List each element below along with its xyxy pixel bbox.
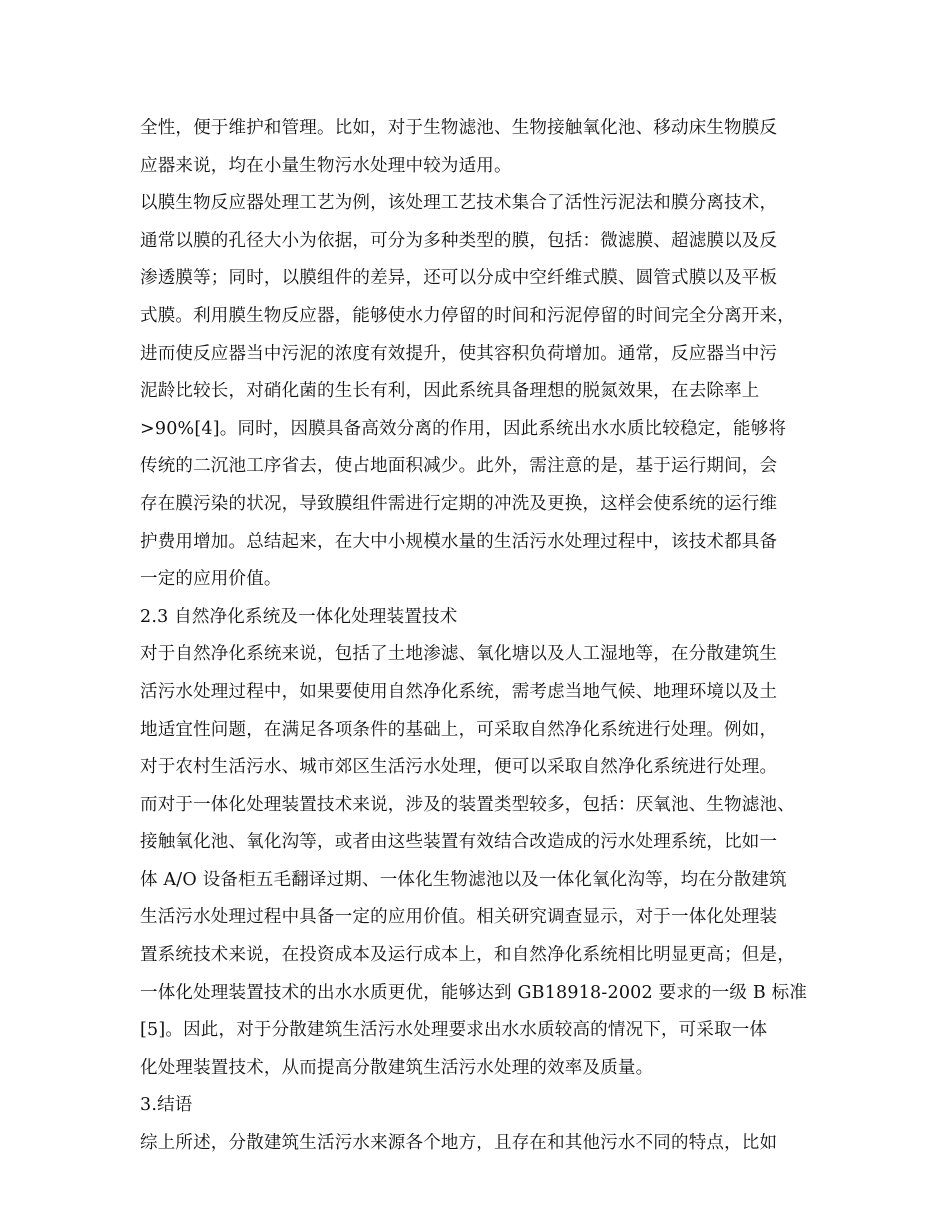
text-line: 一体化处理装置技术的出水水质更优，能够达到 GB18918-2002 要求的一级 B 标准 bbox=[140, 982, 808, 1003]
text-line: 式膜。利用膜生物反应器，能够使水力停留的时间和污泥停留的时间完全分离开来， bbox=[140, 305, 795, 326]
text-line: 进而使反应器当中污泥的浓度有效提升，使其容积负荷增加。通常，反应器当中污 bbox=[140, 343, 778, 364]
text-line: 一定的应用价值。 bbox=[140, 569, 282, 590]
paragraph-start-line: 而对于一体化处理装置技术来说，涉及的装置类型较多，包括：厌氧池、生物滤池、 bbox=[140, 794, 795, 815]
text-line: [5]。因此，对于分散建筑生活污水处理要求出水水质较高的情况下，可采取一体 bbox=[140, 1020, 768, 1041]
section-heading: 3.结语 bbox=[140, 1095, 193, 1116]
text-line: 护费用增加。总结起来，在大中小规模水量的生活污水处理过程中，该技术都具备 bbox=[140, 531, 778, 552]
paragraph-start-line: 对于自然净化系统来说，包括了土地渗滤、氧化塘以及人工湿地等，在分散建筑生 bbox=[140, 644, 778, 665]
text-line: 对于农村生活污水、城市郊区生活污水处理，便可以采取自然净化系统进行处理。 bbox=[140, 757, 778, 778]
text-line: 接触氧化池、氧化沟等，或者由这些装置有效结合改造成的污水处理系统，比如一 bbox=[140, 832, 778, 853]
text-line: 全性，便于维护和管理。比如，对于生物滤池、生物接触氧化池、移动床生物膜反 bbox=[140, 118, 778, 138]
text-line: 存在膜污染的状况，导致膜组件需进行定期的冲洗及更换，这样会使系统的运行维 bbox=[140, 493, 778, 514]
text-line: 置系统技术来说，在投资成本及运行成本上，和自然净化系统相比明显更高；但是， bbox=[140, 945, 795, 966]
paragraph-start-line: 综上所述，分散建筑生活污水来源各个地方，且存在和其他污水不同的特点，比如 bbox=[140, 1133, 778, 1154]
text-line: 应器来说，均在小量生物污水处理中较为适用。 bbox=[140, 155, 512, 176]
text-line: 化处理装置技术，从而提高分散建筑生活污水处理的效率及质量。 bbox=[140, 1057, 654, 1078]
text-line: 活污水处理过程中，如果要使用自然净化系统，需考虑当地气候、地理环境以及土 bbox=[140, 681, 778, 702]
text-line: 传统的二沉池工序省去，使占地面积减少。此外，需注意的是，基于运行期间，会 bbox=[140, 456, 778, 477]
text-line: 体 A/O 设备柜五毛翻译过期、一体化生物滤池以及一体化氧化沟等，均在分散建筑 bbox=[140, 869, 787, 890]
paragraph-start-line: 以膜生物反应器处理工艺为例，该处理工艺技术集合了活性污泥法和膜分离技术， bbox=[140, 193, 778, 214]
text-line: 通常以膜的孔径大小为依据，可分为多种类型的膜，包括：微滤膜、超滤膜以及反 bbox=[140, 230, 778, 251]
text-line: 地适宜性问题，在满足各项条件的基础上，可采取自然净化系统进行处理。例如， bbox=[140, 719, 778, 740]
text-line: 生活污水处理过程中具备一定的应用价值。相关研究调查显示，对于一体化处理装 bbox=[140, 907, 778, 928]
text-line: 泥龄比较长，对硝化菌的生长有利，因此系统具备理想的脱氮效果，在去除率上 bbox=[140, 381, 760, 402]
text-line: 渗透膜等；同时，以膜组件的差异，还可以分成中空纤维式膜、圆管式膜以及平板 bbox=[140, 268, 778, 289]
text-line: >90%[4]。同时，因膜具备高效分离的作用，因此系统出水水质比较稳定，能够将 bbox=[140, 418, 787, 439]
document-body bbox=[140, 110, 820, 1163]
section-heading: 2.3 自然净化系统及一体化处理装置技术 bbox=[140, 606, 458, 627]
